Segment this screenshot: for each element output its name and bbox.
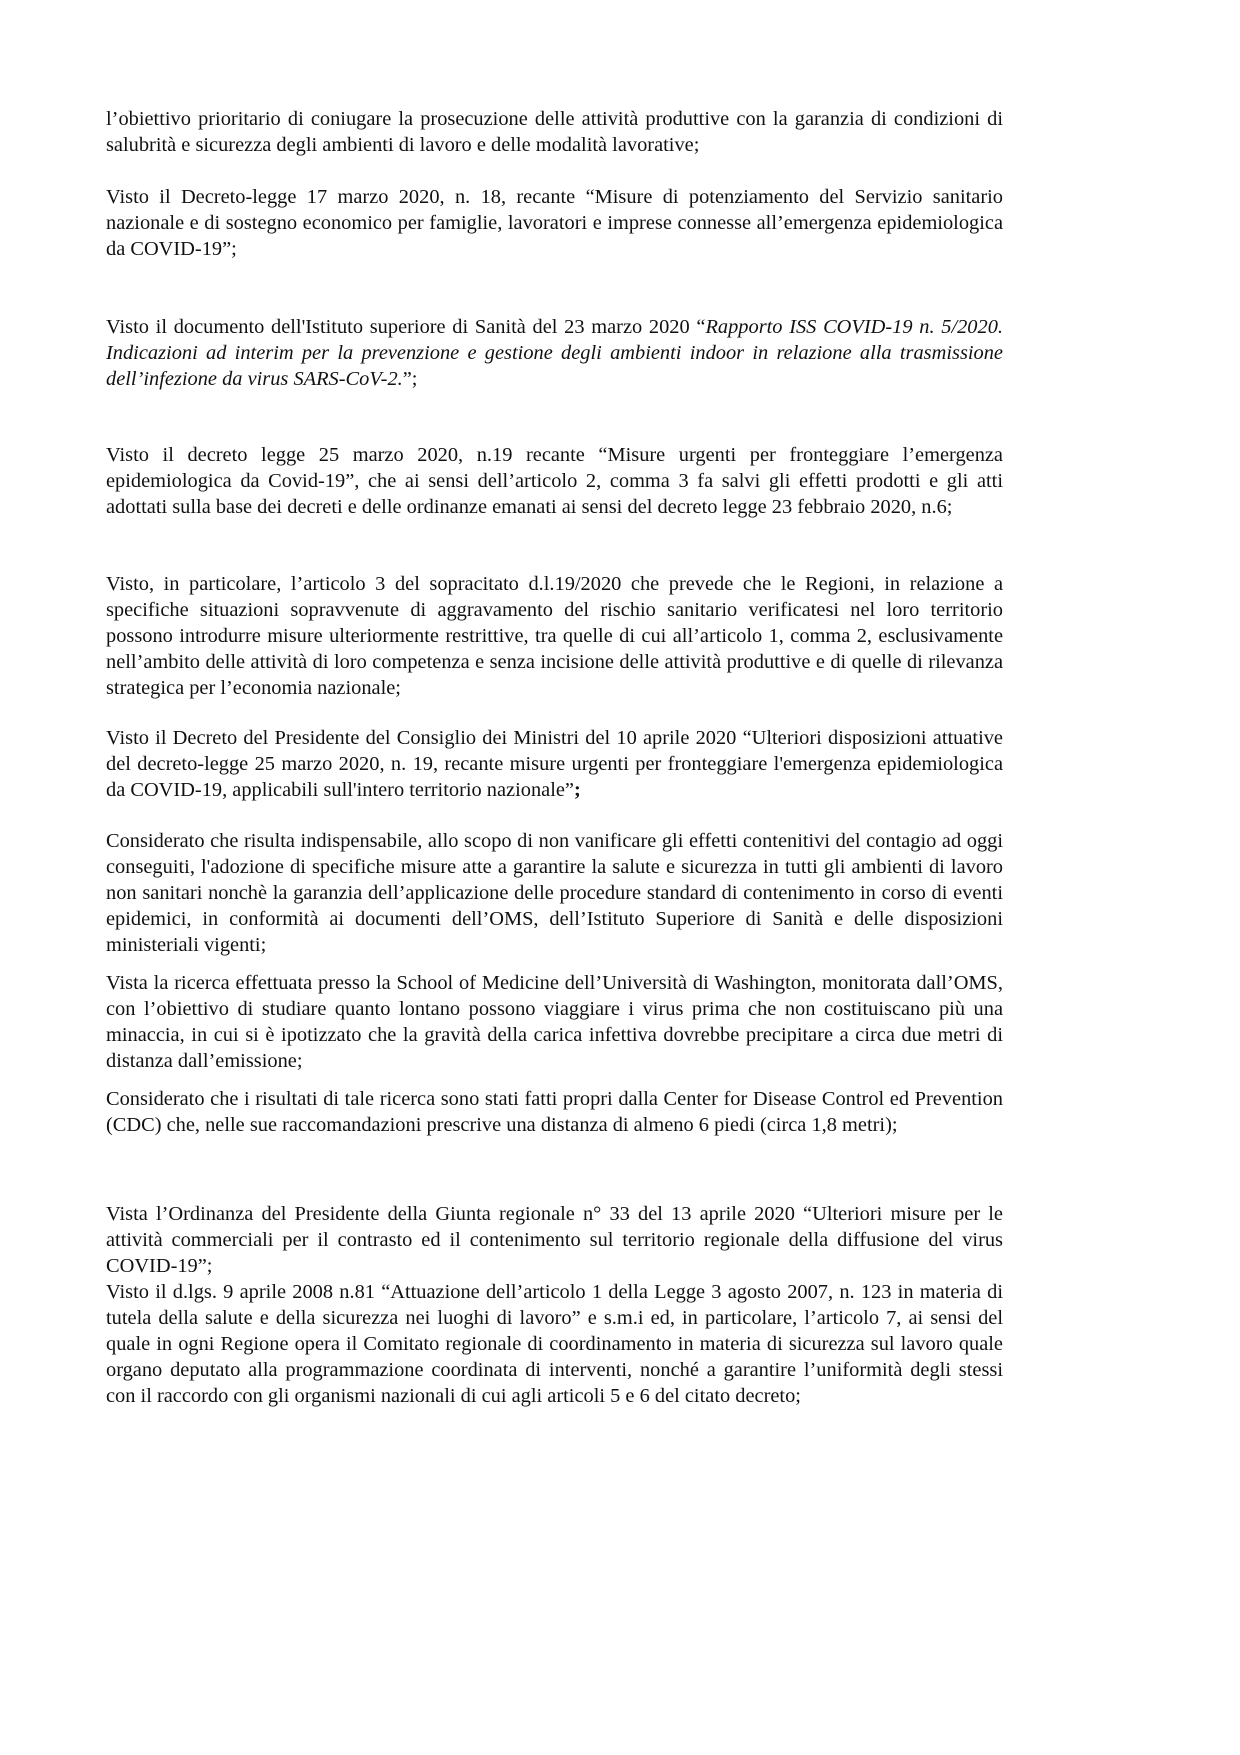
paragraph-decreto-legge-19: Visto il decreto legge 25 marzo 2020, n.19 recante “Misure urgenti per fronteggiare l’emergenza epidemiologica da Covid-19”, che ai sensi dell’articolo 2, comma 3 fa salvi gli effetti prodotti e gli atti adottati sulla base dei decreti e delle ordinanze emanati ai sensi del decreto legge 23 febbraio 2020, n.6;: [106, 444, 1003, 518]
paragraph-cdc: Considerato che i risultati di tale ricerca sono stati fatti propri dalla Center for Disease Control ed Prevention (CDC) che, nelle sue raccomandazioni prescrive una distanza di almeno 6 piedi (circa 1,8 metri);: [106, 1088, 1003, 1136]
paragraph-ordinanza-33: Vista l’Ordinanza del Presidente della Giunta regionale n° 33 del 13 aprile 2020 “Ulteriori misure per le attività commerciali per il contrasto ed il contenimento sul territorio regionale della diffusione del virus COVID-19”;: [106, 1203, 1003, 1277]
paragraph-considerato-indispensabile: Considerato che risulta indispensabile, allo scopo di non vanificare gli effetti contenitivi del contagio ad oggi conseguiti, l'adozione di specifiche misure atte a garantire la salute e sicurezza in tutti gli ambienti di lavoro non sanitari nonchè la garanzia dell’applicazione delle procedure standard di contenimento in corso di eventi epidemici, in conformità ai documenti dell’OMS, dell’Istituto Superiore di Sanità e delle disposizioni ministeriali vigenti;: [106, 830, 1003, 956]
paragraph-ricerca-washington: Vista la ricerca effettuata presso la School of Medicine dell’Università di Washington, monitorata dall’OMS, con l’obiettivo di studiare quanto lontano possono viaggiare i virus prima che non costituiscano più una minaccia, in cui si è ipotizzato che la gravità della carica infettiva dovrebbe precipitare a circa due metri di distanza dall’emissione;: [106, 972, 1003, 1072]
paragraph-dpcm-10-aprile-semicolon: ;: [573, 779, 581, 801]
paragraph-obiettivo-prioritario: l’obiettivo prioritario di coniugare la prosecuzione delle attività produttive con la garanzia di condizioni di salubrità e sicurezza degli ambienti di lavoro e delle modalità lavorative;: [106, 108, 1003, 156]
paragraph-rapporto-iss-lead: Visto il documento dell'Istituto superiore di Sanità del 23 marzo 2020 “: [106, 316, 706, 338]
paragraph-decreto-legge-18: Visto il Decreto-legge 17 marzo 2020, n. 18, recante “Misure di potenziamento del Servizio sanitario nazionale e di sostegno economico per famiglie, lavoratori e imprese connesse all’emergenza epidemiologica da COVID-19”;: [106, 186, 1003, 260]
paragraph-dpcm-10-aprile-text: Visto il Decreto del Presidente del Consiglio dei Ministri del 10 aprile 2020 “Ulteriori disposizioni attuative del decreto-legge 25 marzo 2020, n. 19, recante misure urgenti per fronteggiare l'emergenza epidemiologica da COVID-19, applicabili sull'intero territorio nazionale”: [106, 727, 1003, 801]
paragraph-dpcm-10-aprile: [106, 725, 1003, 803]
paragraph-articolo-3: Visto, in particolare, l’articolo 3 del sopracitato d.l.19/2020 che prevede che le Regioni, in relazione a specifiche situazioni sopravvenute di aggravamento del rischio sanitario verificatesi nel loro territorio possono introdurre misure ulteriormente restrittive, tra quelle di cui all’articolo 1, comma 2, esclusivamente nell’ambito delle attività di loro competenza e senza incisione delle attività produttive e di quelle di rilevanza strategica per l’economia nazionale;: [106, 573, 1003, 699]
paragraph-rapporto-iss: [106, 314, 1003, 392]
paragraph-dlgs-81: Visto il d.lgs. 9 aprile 2008 n.81 “Attuazione dell’articolo 1 della Legge 3 agosto 2007, n. 123 in materia di tutela della salute e della sicurezza nei luoghi di lavoro” e s.m.i ed, in particolare, l’articolo 7, ai sensi del quale in ogni Regione opera il Comitato regionale di coordinamento in materia di sicurezza sul lavoro quale organo deputato alla programmazione coordinata di interventi, nonché a garantire l’uniformità degli stessi con il raccordo con gli organismi nazionali di cui agli articoli 5 e 6 del citato decreto;: [106, 1281, 1003, 1407]
paragraph-rapporto-iss-tail: ”;: [402, 368, 418, 390]
paragraph-rapporto-iss-title: Rapporto ISS COVID-19 n. 5/2020. Indicazioni ad interim per la prevenzione e gestione degli ambienti indoor in relazione alla trasmissione dell’infezione da virus SARS-CoV-2.: [106, 316, 1003, 390]
